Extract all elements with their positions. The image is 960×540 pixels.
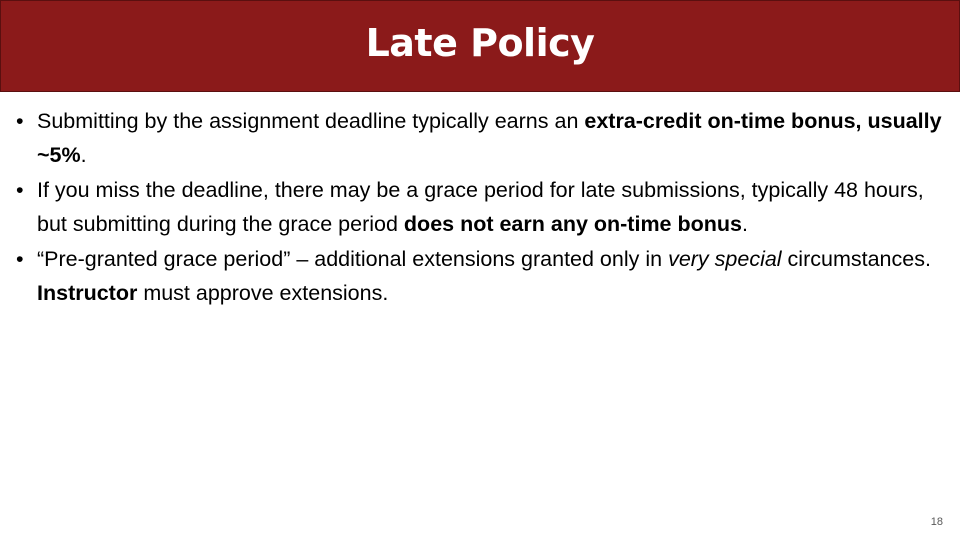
title-bar bbox=[0, 0, 960, 92]
bullet-text: “Pre-granted grace period” – additional extensions granted only in bbox=[37, 247, 669, 271]
bullet-italic: very special bbox=[668, 247, 782, 271]
page-number: 18 bbox=[930, 516, 943, 528]
bullet-text: circumstances. bbox=[781, 247, 931, 271]
bullet-dot-icon: • bbox=[16, 109, 24, 133]
slide-title: Late Policy bbox=[365, 21, 595, 65]
bullet-text: must approve extensions. bbox=[137, 281, 389, 305]
bullet-emphasis: extra-credit on-time bonus, usually ~5% bbox=[37, 109, 942, 167]
bullet-text: . bbox=[741, 212, 748, 236]
bullet-text: Submitting by the assignment deadline typically earns an bbox=[37, 109, 585, 133]
bullet-emphasis: Instructor bbox=[37, 281, 138, 305]
bullet-emphasis: does not earn any on-time bonus bbox=[403, 212, 742, 236]
bullet-item bbox=[16, 173, 946, 241]
bullet-dot-icon: • bbox=[16, 178, 24, 202]
bullet-item bbox=[16, 242, 946, 310]
bullet-text: If you miss the deadline, there may be a grace period for late submissions, typically 48 hours, but submitting during the grace period bbox=[37, 178, 924, 236]
bullet-text: . bbox=[80, 143, 87, 167]
bullet-item bbox=[16, 104, 946, 172]
bullet-dot-icon: • bbox=[16, 247, 24, 271]
bullet-list bbox=[16, 104, 946, 311]
